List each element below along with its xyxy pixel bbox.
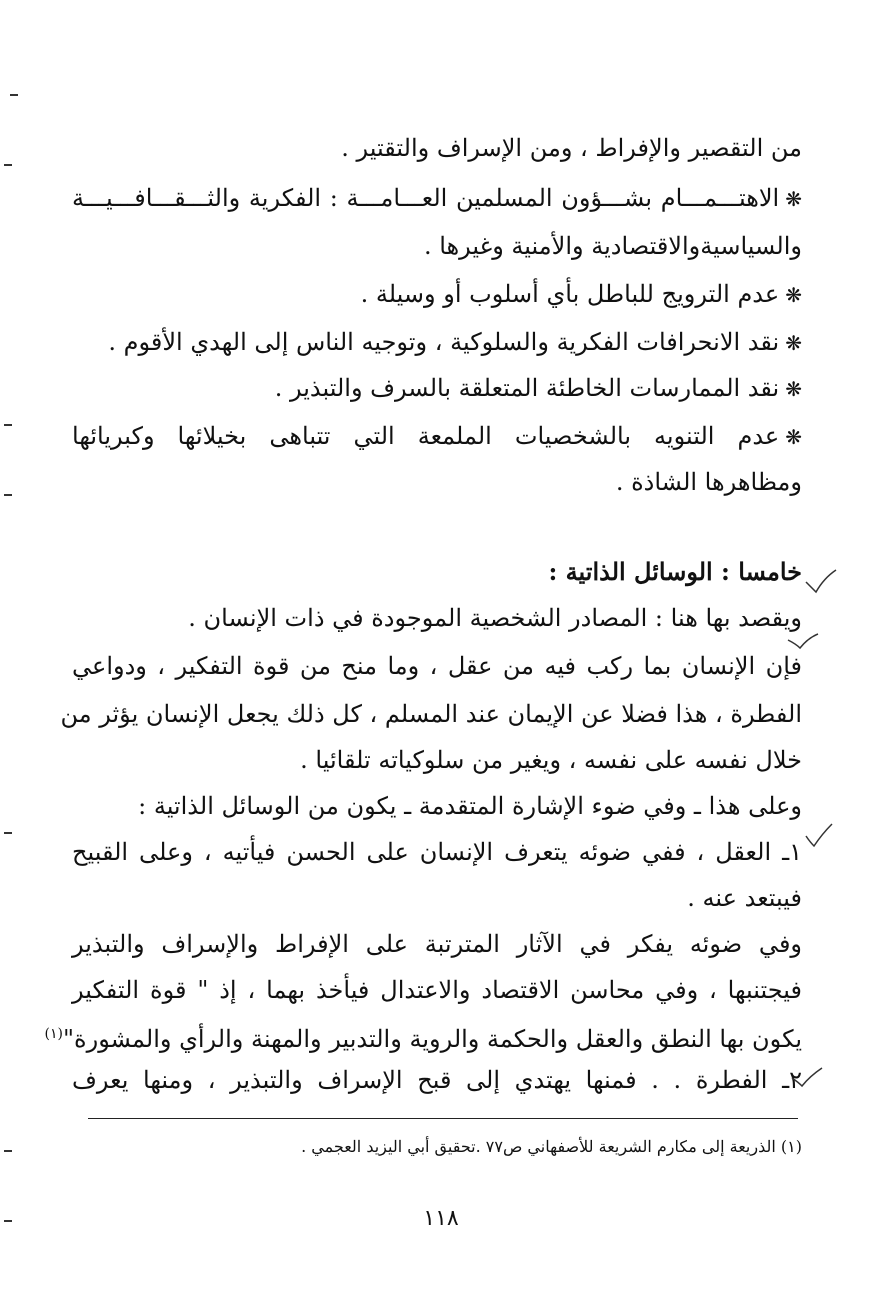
text-line-18: فيجتنبها ، وفي محاسن الاقتصاد والاعتدال فيأخذ بهما ، إذ " قوة التفكير (72, 976, 802, 1004)
section-heading: خامسا : الوسائل الذاتية : (548, 557, 802, 586)
footnote-separator (88, 1118, 798, 1119)
scan-mark (4, 164, 12, 166)
bullet-item-2: ❋عدم الترويج للباطل بأي أسلوب أو وسيلة . (360, 280, 802, 308)
page-number: ١١٨ (423, 1206, 459, 1231)
scan-mark (4, 1220, 12, 1222)
scan-mark (10, 94, 18, 96)
checkmark-icon (790, 1060, 824, 1090)
text-line-19: يكون بها النطق والعقل والحكمة والروية والتدبير والمهنة والرأي والمشورة"$^{(١)}$ (44, 1025, 802, 1053)
scan-mark (4, 1150, 12, 1152)
bullet-icon: ❋ (785, 187, 802, 211)
bullet-icon: ❋ (785, 377, 802, 401)
bullet-item-4: ❋نقد الممارسات الخاطئة المتعلقة بالسرف والتبذير . (274, 374, 802, 402)
text-line-8: ومظاهرها الشاذة . (615, 468, 802, 496)
text-line-14: وعلى هذا ـ وفي ضوء الإشارة المتقدمة ـ يكون من الوسائل الذاتية : (138, 792, 802, 820)
text-line-11: فإن الإنسان بما ركب فيه من عقل ، وما منح من قوة التفكير ، ودواعي (72, 652, 802, 680)
text-line-17: وفي ضوئه يفكر في الآثار المترتبة على الإفراط والإسراف والتبذير (72, 930, 803, 958)
text-line-16: فيبتعد عنه . (687, 884, 802, 912)
bullet-item-5: ❋عدم التنويه بالشخصيات الملمعة التي تتباهى بخيلائها وكبريائها (72, 422, 802, 450)
text-line-1: من التقصير والإفراط ، ومن الإسراف والتقتير . (341, 134, 802, 162)
text-line-10: ويقصد بها هنا : المصادر الشخصية الموجودة في ذات الإنسان . (188, 604, 802, 632)
scan-mark (4, 832, 12, 834)
scan-mark (4, 424, 12, 426)
list-item-1: ١ـ العقل ، ففي ضوئه يتعرف الإنسان على الحسن فيأتيه ، وعلى القبيح (72, 838, 802, 866)
footnote-ref: (١) (44, 1026, 64, 1042)
bullet-icon: ❋ (785, 425, 802, 449)
bullet-item-1: ❋الاهتـــمـــام بشـــؤون المسلمين العـــامـــة : الفكرية والثـــقـــافـــيـــة (72, 184, 802, 212)
bullet-item-3: ❋نقد الانحرافات الفكرية والسلوكية ، وتوجيه الناس إلى الهدي الأقوم . (108, 328, 802, 356)
text-line-3: والسياسيةوالاقتصادية والأمنية وغيرها . (423, 232, 802, 260)
text-line-13: خلال نفسه على نفسه ، ويغير من سلوكياته تلقائيا . (300, 746, 802, 774)
checkmark-icon (786, 628, 820, 658)
text-line-12: الفطرة ، هذا فضلا عن الإيمان عند المسلم ، كل ذلك يجعل الإنسان يؤثر من (60, 700, 802, 728)
bullet-icon: ❋ (785, 283, 802, 307)
bullet-icon: ❋ (785, 331, 802, 355)
checkmark-icon (804, 566, 838, 596)
list-item-2: ٢ـ الفطرة . . فمنها يهتدي إلى قبح الإسراف والتبذير ، ومنها يعرف (72, 1066, 802, 1094)
checkmark-icon (804, 820, 838, 850)
footnote: (١) الذريعة إلى مكارم الشريعة للأصفهاني ص٧٧ .تحقيق أبي اليزيد العجمي . (301, 1137, 802, 1156)
scan-mark (4, 494, 12, 496)
